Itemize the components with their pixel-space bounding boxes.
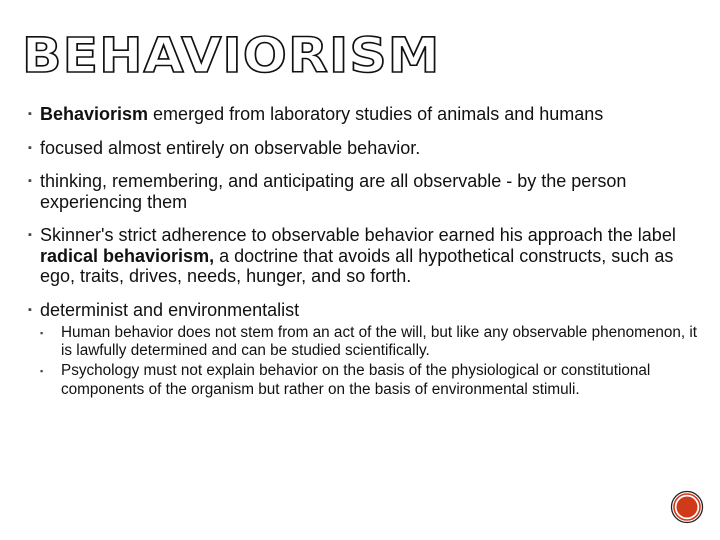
- bullet-item: [28, 138, 703, 159]
- sub-bullet-marker-icon: ▪: [40, 328, 44, 338]
- next-slide-icon: [670, 490, 704, 524]
- bullet-marker-icon: ▪: [28, 229, 32, 241]
- bullet-item: [28, 171, 703, 212]
- slide-title: BEHAVIORISM: [22, 28, 441, 84]
- sub-bullet-marker-icon: ▪: [40, 366, 44, 377]
- bullet-text: thinking, remembering, and anticipating are all observable - by the person experiencing them: [40, 171, 627, 212]
- sub-bullet-text: Human behavior does not stem from an act of the will, but like any observable phenomenon, it is lawfully determined and can be studied scientifically.: [61, 324, 698, 360]
- sub-bullet-item: [40, 362, 703, 398]
- bullet-text: emerged from laboratory studies of animals and humans: [148, 104, 604, 124]
- bullet-text: focused almost entirely on observable behavior.: [40, 137, 421, 158]
- bullet-bold-text: radical behaviorism,: [40, 245, 215, 266]
- bullet-bold-text: Behaviorism: [40, 104, 149, 124]
- bullet-item: [28, 225, 703, 287]
- bullet-text: determinist and environmentalist: [40, 299, 300, 320]
- bullet-item: [28, 300, 703, 399]
- bullet-list: [28, 104, 703, 412]
- sub-bullet-text: Psychology must not explain behavior on the basis of the physiological or constitutional components of the organism but rather on the basis of environmental stimuli.: [61, 362, 651, 398]
- bullet-marker-icon: ▪: [28, 108, 32, 120]
- bullet-text: Skinner's strict adherence to observable behavior earned his approach the label: [40, 225, 676, 245]
- bullet-marker-icon: ▪: [28, 141, 32, 154]
- bullet-marker-icon: ▪: [28, 303, 32, 316]
- bullet-text: a doctrine that avoids all hypothetical constructs, such as ego, traits, drives, needs, hunger, and so forth.: [40, 245, 674, 286]
- bullet-item: [28, 104, 703, 125]
- sub-bullet-list: [40, 324, 703, 399]
- bullet-marker-icon: ▪: [28, 175, 32, 187]
- sub-bullet-item: [40, 324, 703, 360]
- next-slide-button[interactable]: [670, 490, 704, 524]
